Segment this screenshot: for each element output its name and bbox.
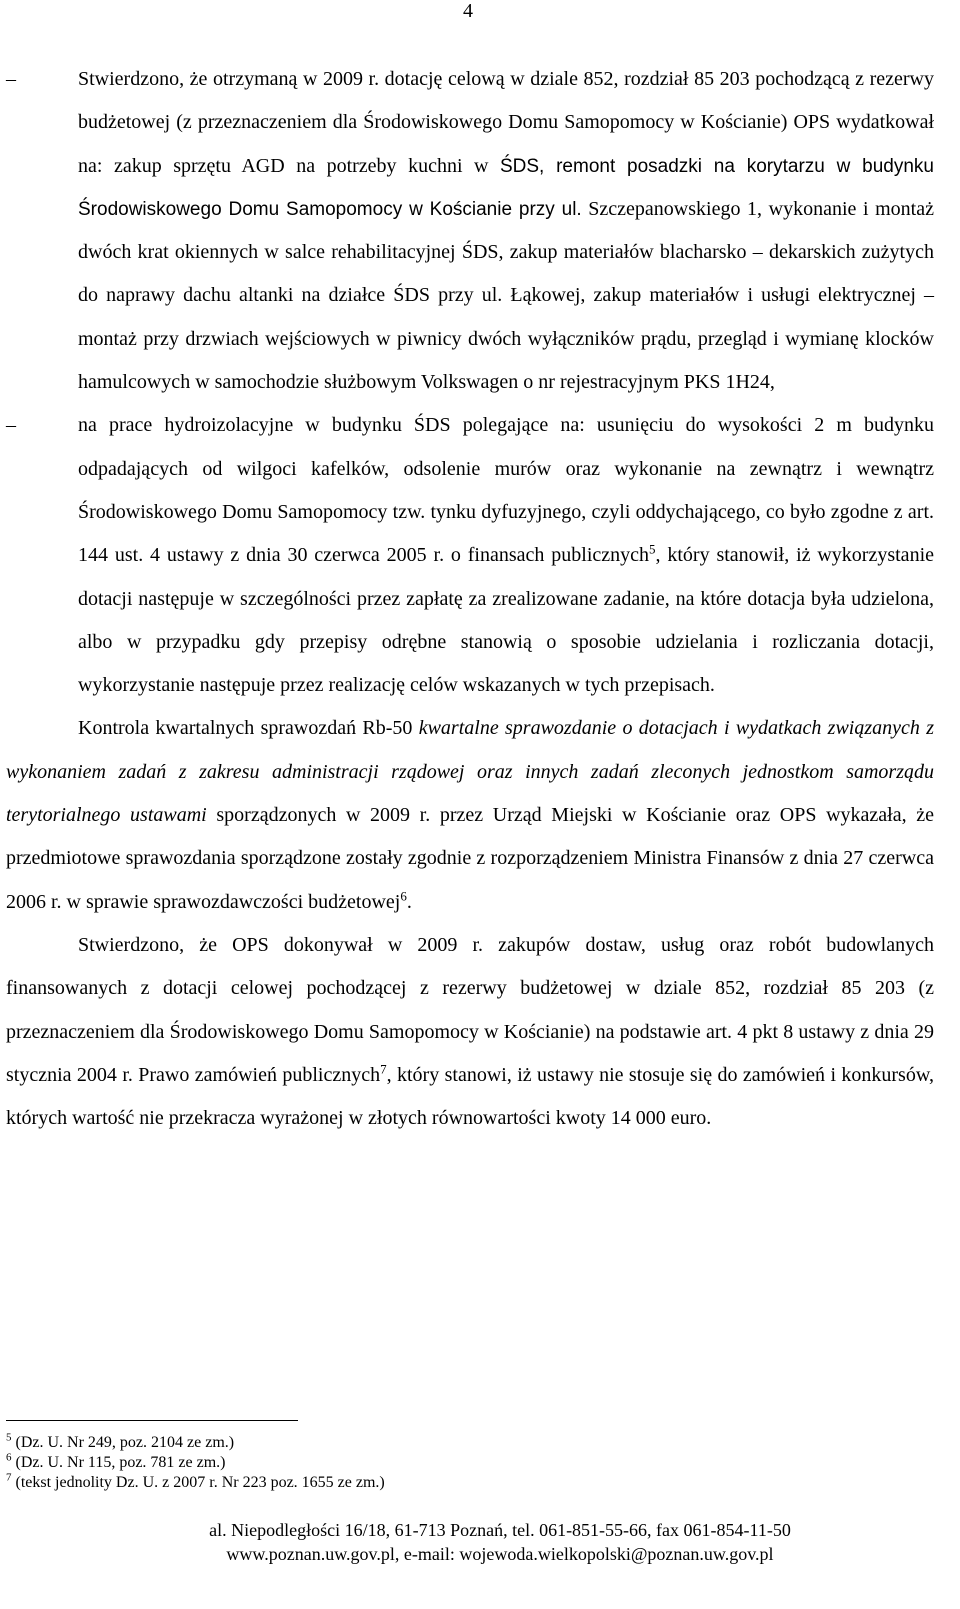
footer-address: al. Niepodległości 16/18, 61-713 Poznań, tel. 061-851-55-66, fax 061-854-11-50 <box>209 1520 791 1540</box>
page-footer <box>0 1518 960 1566</box>
footnote-ref: 7 <box>380 1061 387 1077</box>
footnote <box>6 1433 385 1453</box>
text-run-sans: ŚDS, remont posadzki na korytarzu w budynku Środowiskowego Domu Samopomocy w Kościanie przy ul. <box>78 155 934 220</box>
footnote-separator <box>6 1420 298 1421</box>
dash-bullet: – <box>6 414 16 437</box>
document-body <box>6 58 934 1140</box>
footnote <box>6 1453 385 1473</box>
text-run: Szczepanowskiego 1, wykonanie i montaż dwóch krat okiennych w salce rehabilitacyjnej ŚDS, zakup materiałów blacharsko – dekarskich zużytych do naprawy dachu altanki na działce ŚDS przy ul. Łąkowej, zakup materiałów i usługi elektrycznej – montaż przy drzwiach wejściowych w piwnicy dwóch wyłączników prądu, przegląd i wymianę klocków hamulcowych w samochodzie służbowym Volkswagen o nr rejestracyjnym PKS 1H24, <box>78 197 934 394</box>
footer-contact: www.poznan.uw.gov.pl, e-mail: wojewoda.wielkopolski@poznan.uw.gov.pl <box>226 1544 774 1564</box>
text-run: , który stanowi, iż ustawy nie stosuje się do zamówień i konkursów, których wartość nie przekracza wyrażonej w złotych równowartości kwoty 14 000 euro. <box>6 1063 934 1130</box>
footnote-text: (tekst jednolity Dz. U. z 2007 r. Nr 223 poz. 1655 ze zm.) <box>11 1474 385 1491</box>
footnote-number: 5 <box>6 1431 12 1444</box>
text-run: Stwierdzono, że OPS dokonywał w 2009 r. zakupów dostaw, usług oraz robót budowlanych finansowanych z dotacji celowej pochodzącej z rezerwy budżetowej w dziale 852, rozdział 85 203 (z przeznaczeniem dla Środowiskowego Domu Samopomocy w Kościanie) na podstawie art. 4 pkt 8 ustawy z dnia 29 stycznia 2004 r. Prawo zamówień publicznych <box>6 933 934 1086</box>
text-run: Stwierdzono, że otrzymaną w 2009 r. dotację celową w dziale 852, rozdział 85 203 pochodzącą z rezerwy budżetowej (z przeznaczeniem dla Środowiskowego Domu Samopomocy w Kościanie) OPS wydatkował na: zakup sprzętu AGD na potrzeby kuchni w <box>78 68 934 177</box>
footnote-number: 7 <box>6 1471 12 1484</box>
text-run: sporządzonych w 2009 r. przez Urząd Miejski w Kościanie oraz OPS wykazała, że przedmiotowe sprawozdania sporządzone zostały zgodnie z rozporządzeniem Ministra Finansów z dnia 27 czerwca 2006 r. w sprawie sprawozdawczości budżetowej <box>6 804 934 913</box>
bullet-text <box>78 404 934 707</box>
text-run: , który stanowił, iż wykorzystanie dotacji następuje w szczególności przez zapłatę za zrealizowane zadanie, na które dotacja była udzielona, albo w przypadku gdy przepisy odrębne stanowią o sposobie udzielania i rozliczania dotacji, wykorzystanie następuje przez realizację celów wskazanych w tych przepisach. <box>78 544 934 697</box>
footnote-ref: 5 <box>649 541 656 557</box>
footnote-text: (Dz. U. Nr 249, poz. 2104 ze zm.) <box>11 1434 235 1451</box>
page-number: 4 <box>463 0 473 22</box>
text-run: . <box>406 890 412 913</box>
footnote <box>6 1473 385 1493</box>
paragraph <box>6 924 934 1140</box>
bullet-item <box>6 404 934 707</box>
footnotes <box>6 1433 385 1493</box>
dash-bullet: – <box>6 68 16 90</box>
text-run: na prace hydroizolacyjne w budynku ŚDS polegające na: usunięciu do wysokości 2 m budynku odpadających od wilgoci kafelków, odsolenie murów oraz wykonanie na zewnątrz i wewnątrz Środowiskowego Domu Samopomocy tzw. tynku dyfuzyjnego, czyli oddychającego, co było zgodne z art. 144 ust. 4 ustawy z dnia 30 czerwca 2005 r. o finansach publicznych <box>78 414 934 567</box>
footnote-number: 6 <box>6 1451 12 1464</box>
bullet-text <box>78 58 934 404</box>
italic-title: kwartalne sprawozdanie o dotacjach i wydatkach związanych z wykonaniem zadań z zakresu administracji rządowej oraz innych zadań zleconych jednostkom samorządu terytorialnego ustawami <box>6 717 934 827</box>
bullet-item <box>6 58 934 404</box>
text-run: Kontrola kwartalnych sprawozdań Rb-50 <box>78 717 419 740</box>
footnote-ref: 6 <box>400 887 407 903</box>
paragraph <box>6 707 934 923</box>
footnote-text: (Dz. U. Nr 115, poz. 781 ze zm.) <box>11 1454 226 1471</box>
